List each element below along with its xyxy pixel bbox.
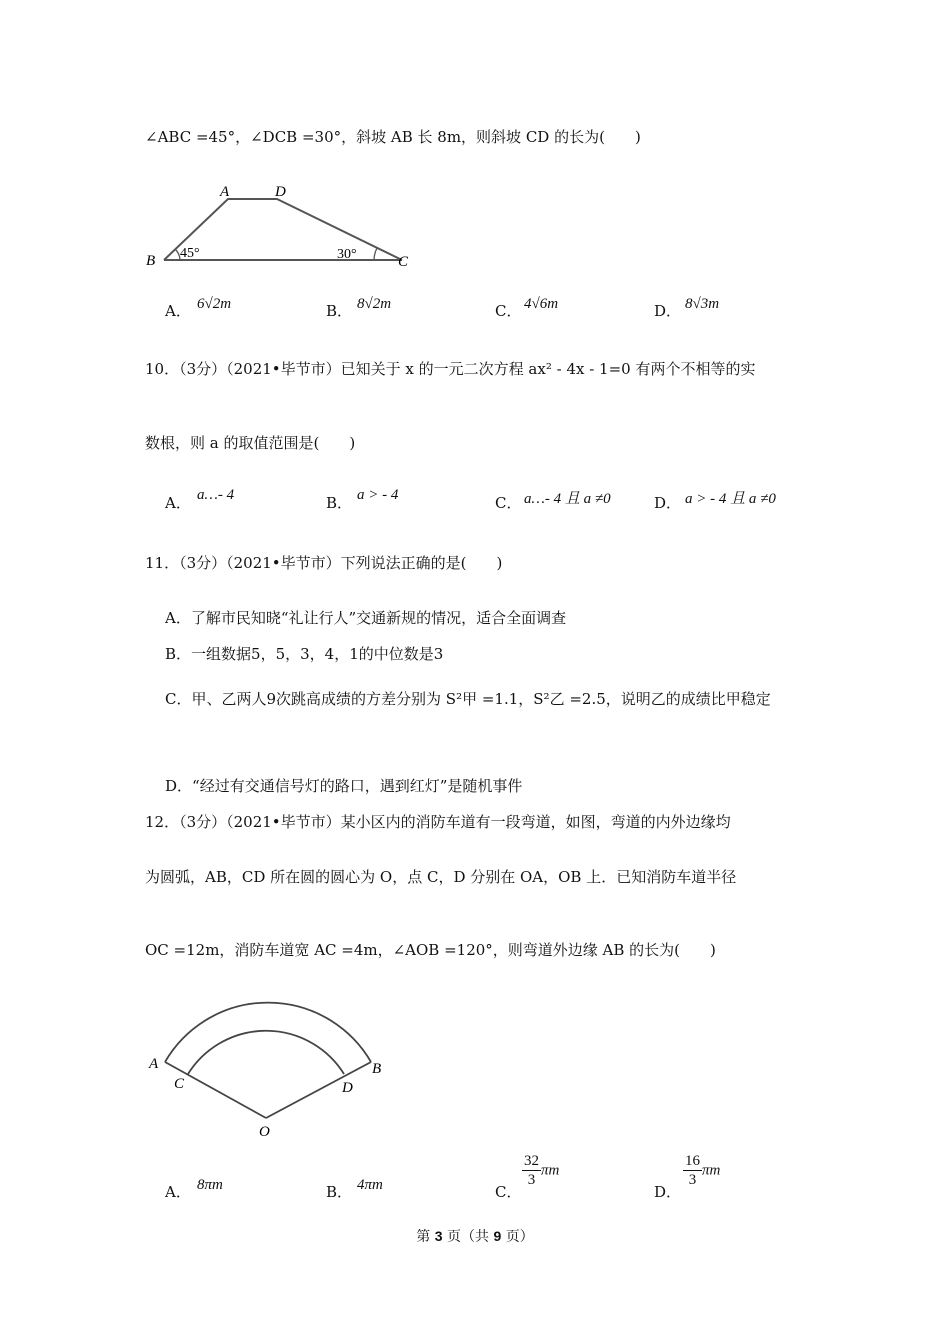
q12-label-c: C <box>174 1076 185 1092</box>
q9-label-b: B <box>146 253 156 269</box>
footer-total-pages: 9 <box>493 1228 502 1244</box>
q12-arc-road-figure <box>140 980 400 1145</box>
q11-option-c-text: 甲、乙两人9次跳高成绩的方差分别为 S²甲 =1.1，S²乙 =2.5，说明乙的成绩比甲稳定 <box>191 690 771 708</box>
q12-option-b-value: 4πm <box>357 1177 383 1193</box>
q12-option-d-value <box>683 1152 720 1189</box>
q10-stem-line1: 10．（3分）（2021•毕节市）已知关于 x 的一元二次方程 ax² - 4x - 1=0 有两个不相等的实 <box>145 360 756 378</box>
q10-option-b-value: a > - 4 <box>357 487 399 503</box>
q11-option-a-label: A． <box>165 609 191 627</box>
q9-option-d-value: 8√3m <box>685 296 720 312</box>
q12-stem-line2: 为圆弧，AB，CD 所在圆的圆心为 O，点 C，D 分别在 OA，OB 上．已知消防车道半径 <box>145 868 737 886</box>
q9-stem: ∠ABC =45°，∠DCB =30°，斜坡 AB 长 8m，则斜坡 CD 的长为( ) <box>145 128 641 146</box>
page-footer <box>0 1226 950 1246</box>
q9-angle-c: 30° <box>337 247 357 262</box>
q12-option-d-denominator: 3 <box>688 1172 697 1188</box>
q12-label-d: D <box>342 1080 353 1096</box>
q10-option-a-value: a…- 4 <box>197 487 235 503</box>
q11-option-c-label: C． <box>165 690 192 708</box>
q9-option-b-value: 8√2m <box>357 296 392 312</box>
q12-option-c-label: C． <box>495 1183 522 1201</box>
q12-stem-line3: OC =12m，消防车道宽 AC =4m，∠AOB =120°，则弯道外边缘 AB 的长为( ) <box>145 941 716 959</box>
q10-option-d-value: a > - 4 且 a ≠0 <box>685 491 776 507</box>
footer-prefix: 第 <box>416 1229 431 1245</box>
q9-option-c-value: 4√6m <box>524 296 559 312</box>
q12-option-b-label: B． <box>326 1183 353 1201</box>
q11-option-b-label: B． <box>165 645 192 663</box>
q11-option-a <box>165 607 566 629</box>
q9-option-b-label: B． <box>326 302 353 320</box>
q10-option-c-value: a…- 4 且 a ≠0 <box>524 491 611 507</box>
footer-middle: 页（共 <box>447 1229 489 1245</box>
q12-label-o: O <box>259 1124 270 1140</box>
q11-option-b-text: 一组数据5，5，3，4，1的中位数是3 <box>191 645 444 663</box>
q12-option-d-suffix: πm <box>702 1162 721 1179</box>
q12-label-b: B <box>372 1061 382 1077</box>
q11-option-d-text: “经过有交通信号灯的路口，遇到红灯”是随机事件 <box>192 777 523 795</box>
footer-page-number: 3 <box>434 1228 443 1244</box>
q12-option-a-value: 8πm <box>197 1177 223 1193</box>
footer-suffix: 页） <box>505 1229 534 1245</box>
q12-stem-line1: 12．（3分）（2021•毕节市）某小区内的消防车道有一段弯道，如图，弯道的内外边缘均 <box>145 813 731 831</box>
q10-option-d-label: D． <box>654 494 682 512</box>
q9-option-a-value: 6√2m <box>197 296 232 312</box>
q9-label-d: D <box>275 184 286 200</box>
q10-option-c-label: C． <box>495 494 522 512</box>
q9-label-a: A <box>220 184 230 200</box>
q9-option-c-label: C． <box>495 302 522 320</box>
q12-option-d-label: D． <box>654 1183 682 1201</box>
q12-option-c-denominator: 3 <box>527 1172 536 1188</box>
q12-option-a-label: A． <box>165 1183 191 1201</box>
q10-stem-line2: 数根，则 a 的取值范围是( ) <box>145 434 356 452</box>
q11-option-d-label: D． <box>165 777 193 795</box>
q11-option-b <box>165 643 443 665</box>
q9-option-a-label: A． <box>165 302 191 320</box>
q9-trapezoid-figure <box>140 178 430 273</box>
q11-option-a-text: 了解市民知晓“礼让行人”交通新规的情况，适合全面调查 <box>190 609 567 627</box>
q12-option-c-numerator: 32 <box>524 1153 539 1169</box>
q12-option-c-value <box>522 1152 559 1189</box>
q11-option-d <box>165 775 522 797</box>
q12-label-a: A <box>149 1056 159 1072</box>
q10-option-b-label: B． <box>326 494 353 512</box>
q9-angle-b: 45° <box>180 246 200 261</box>
q10-option-a-label: A． <box>165 494 191 512</box>
q11-option-c <box>165 688 771 710</box>
q9-option-d-label: D． <box>654 302 682 320</box>
q9-label-c: C <box>398 254 409 270</box>
q11-stem: 11．（3分）（2021•毕节市）下列说法正确的是( ) <box>145 554 503 572</box>
q12-option-c-suffix: πm <box>541 1162 560 1179</box>
q12-option-d-numerator: 16 <box>685 1153 700 1169</box>
